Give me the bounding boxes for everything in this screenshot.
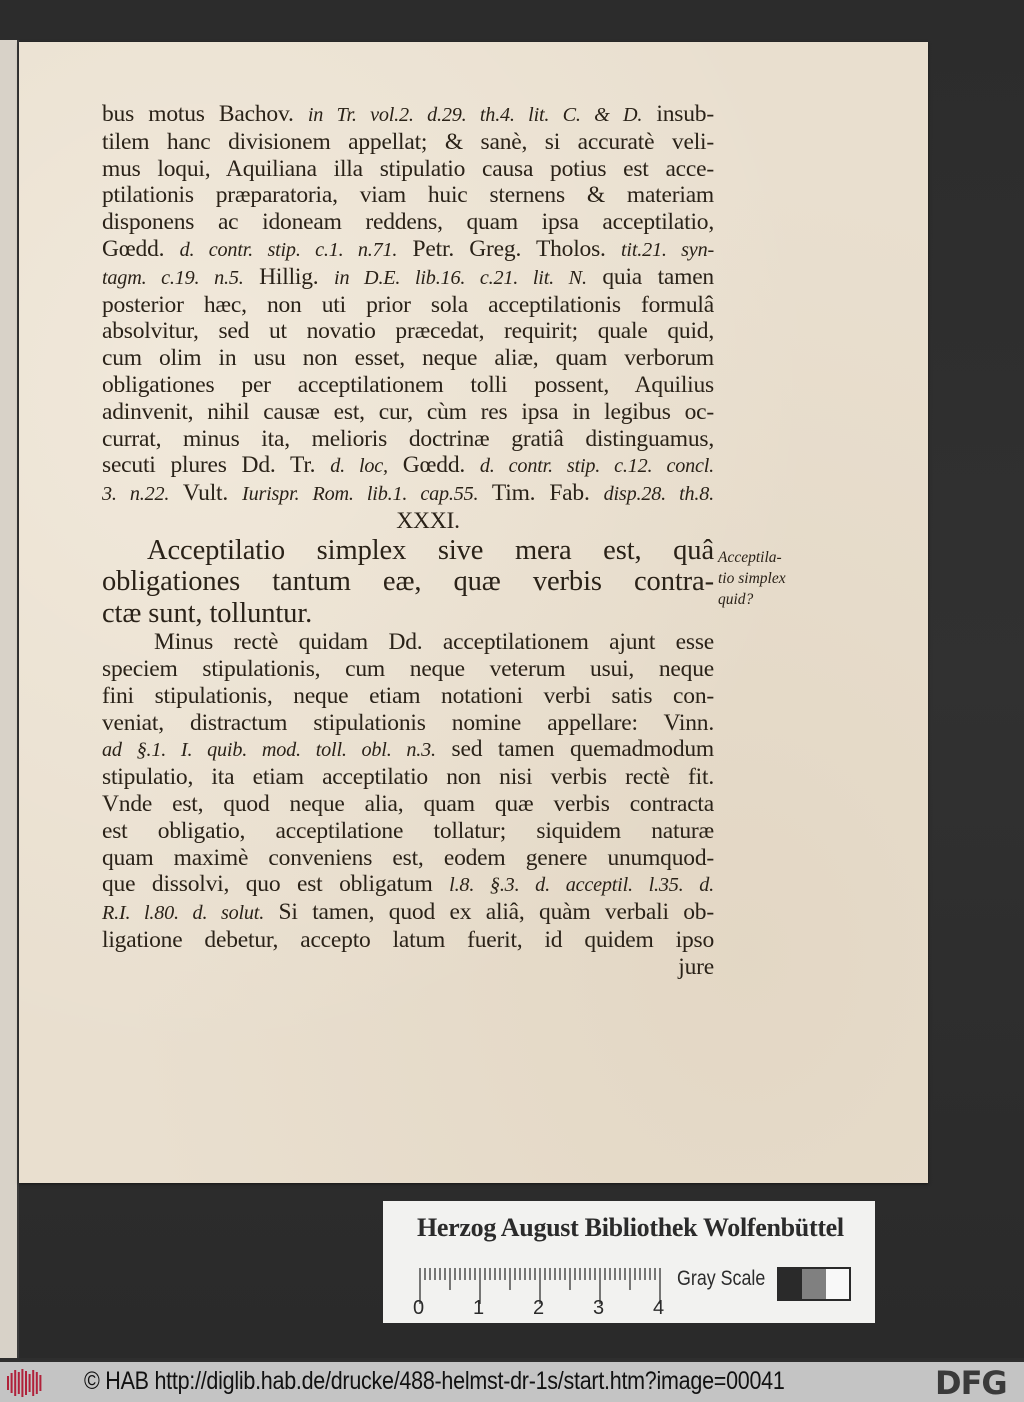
swatch-dark (779, 1269, 802, 1299)
body-text: tilem hanc divisionem appellat; & sanè, si accuratè veli- (102, 128, 714, 155)
ruler-labels (413, 1297, 673, 1321)
citation-text: d. contr. stip. c.12. concl. (479, 455, 715, 478)
ruler-label: 2 (533, 1297, 545, 1319)
text-line (102, 683, 714, 710)
text-line (102, 764, 714, 791)
citation-text: 3. n.22. (102, 483, 170, 506)
library-color-card (383, 1201, 875, 1323)
text-line (102, 426, 714, 453)
footer-bar (0, 1362, 1024, 1402)
ruler-label: 3 (593, 1297, 605, 1319)
body-text: Hillig. (243, 263, 335, 290)
gray-scale-swatches (777, 1267, 851, 1301)
citation-text: tit.21. syn- (621, 238, 714, 261)
body-text: sed tamen quemadmodum (435, 736, 715, 763)
marginal-note-line: quid? (718, 591, 754, 608)
dfg-logo: DFG (935, 1364, 1007, 1402)
text-line (102, 101, 714, 129)
citation-text: l.8. §.3. d. acceptil. l.35. d. (449, 874, 714, 897)
body-text: Vult. (169, 480, 243, 507)
citation-text: R.I. l.80. d. solut. (102, 902, 265, 925)
text-line (102, 656, 714, 683)
text-line (102, 927, 714, 954)
body-text: speciem stipulationis, cum neque veterum usui, neque (102, 656, 714, 683)
thesis-line: ctæ sunt, tolluntur. (102, 597, 313, 629)
body-text: disponens ac idoneam reddens, quam ipsa acceptilatio, (102, 209, 714, 236)
body-text: ligatione debetur, accepto latum fuerit, id quidem ipso (102, 927, 714, 954)
citation-text: tagm. c.19. n.5. (102, 266, 244, 289)
section-number: XXXI. (396, 507, 460, 534)
marginal-note (718, 547, 828, 610)
body-text: veniat, distractum stipulationis nomine appellare: Vinn. (102, 709, 714, 736)
gray-scale-label: Gray Scale (677, 1267, 766, 1290)
text-line (102, 236, 714, 264)
hab-logo-icon (5, 1368, 45, 1398)
text-line (102, 871, 714, 899)
body-text: Gœdd. (387, 452, 480, 479)
paragraph-continued (102, 101, 714, 508)
body-text: Tim. Fab. (478, 480, 604, 507)
text-line (102, 129, 714, 156)
body-text: quia tamen (586, 263, 714, 290)
body-text: fini stipulationis, neque etiam notationi verbi satis con- (102, 682, 714, 709)
text-line (102, 182, 714, 209)
text-line (102, 264, 714, 292)
thesis-line: Acceptilatio simplex sive mera est, quâ (147, 534, 714, 566)
body-text: stipulatio, ita etiam acceptilatio non nisi verbis rectè fit. (102, 764, 714, 791)
marginal-note-line: Acceptila- (718, 549, 782, 566)
text-line (102, 736, 714, 764)
body-text: cum olim in usu non esset, neque aliæ, quam verborum (102, 345, 714, 372)
text-line (102, 209, 714, 236)
body-text: est obligatio, acceptilatione tollatur; siquidem naturæ (102, 817, 714, 844)
text-line (102, 318, 714, 345)
thesis-statement (102, 535, 714, 630)
body-text: ptilationis præparatoria, viam huic sternens & materiam (102, 182, 714, 209)
marginal-note-line: tio simplex (718, 570, 786, 587)
paragraph-commentary (102, 629, 714, 954)
body-text: Si tamen, quod ex aliâ, quàm verbali ob- (264, 899, 714, 926)
text-line (102, 399, 714, 426)
copyright-url[interactable]: © HAB http://diglib.hab.de/drucke/488-helmst-dr-1s/start.htm?image=00041 (84, 1367, 785, 1395)
citation-text: in Tr. vol.2. d.29. th.4. lit. C. & D. (307, 104, 643, 126)
body-text: mus loqui, Aquiliana illa stipulatio causa potius est acce- (102, 155, 714, 182)
body-text: Gœdd. (102, 235, 180, 262)
text-line (102, 710, 714, 737)
body-text: quam maximè conveniens est, eodem genere unumquod- (102, 844, 714, 871)
thesis-line: obligationes tantum eæ, quæ verbis contra- (102, 566, 714, 598)
catchword: jure (678, 953, 714, 980)
body-text: Petr. Greg. Tholos. (397, 235, 621, 262)
text-line (102, 629, 714, 656)
ruler-label: 0 (413, 1297, 425, 1319)
citation-text: in D.E. lib.16. c.21. lit. N. (334, 266, 587, 289)
body-text: bus motus Bachov. (102, 101, 308, 127)
body-text: secuti plures Dd. Tr. (102, 452, 331, 479)
swatch-light (826, 1269, 849, 1299)
text-line (102, 292, 714, 319)
body-text: adinvenit, nihil causæ est, cur, cùm res ipsa in legibus oc- (102, 398, 714, 425)
text-line (102, 818, 714, 845)
text-line (102, 899, 714, 927)
citation-text: ad §.1. I. quib. mod. toll. obl. n.3. (102, 739, 436, 762)
body-text: currat, minus ita, melioris doctrinæ gratiâ distinguamus, (102, 425, 714, 452)
text-line (102, 791, 714, 818)
citation-text: d. contr. stip. c.1. n.71. (179, 238, 398, 261)
adjacent-page-edge (0, 40, 18, 1358)
ruler-label: 4 (653, 1297, 665, 1319)
body-text: insub- (642, 101, 714, 127)
body-text: absolvitur, sed ut novatio præcedat, requirit; quale quid, (102, 318, 714, 345)
body-text: obligationes per acceptilationem tolli possent, Aquilius (102, 371, 714, 398)
text-line (102, 845, 714, 872)
citation-text: disp.28. th.8. (603, 483, 714, 506)
ruler-label: 1 (473, 1297, 485, 1319)
text-line (102, 345, 714, 372)
library-name: Herzog August Bibliothek Wolfenbüttel (417, 1213, 844, 1242)
body-text: Minus rectè quidam Dd. acceptilationem ajunt esse (154, 629, 714, 656)
swatch-mid (802, 1269, 825, 1299)
text-line (102, 480, 714, 508)
body-text: que dissolvi, quo est obligatum (102, 871, 450, 898)
page-text (102, 101, 714, 981)
text-line (102, 156, 714, 183)
citation-text: Iurispr. Rom. lib.1. cap.55. (242, 483, 479, 506)
citation-text: d. loc, (330, 455, 388, 478)
text-line (102, 372, 714, 399)
text-line (102, 452, 714, 480)
body-text: Vnde est, quod neque alia, quam quæ verbis contracta (102, 791, 714, 818)
body-text: posterior hæc, non uti prior sola acceptilationis formulâ (102, 291, 714, 318)
